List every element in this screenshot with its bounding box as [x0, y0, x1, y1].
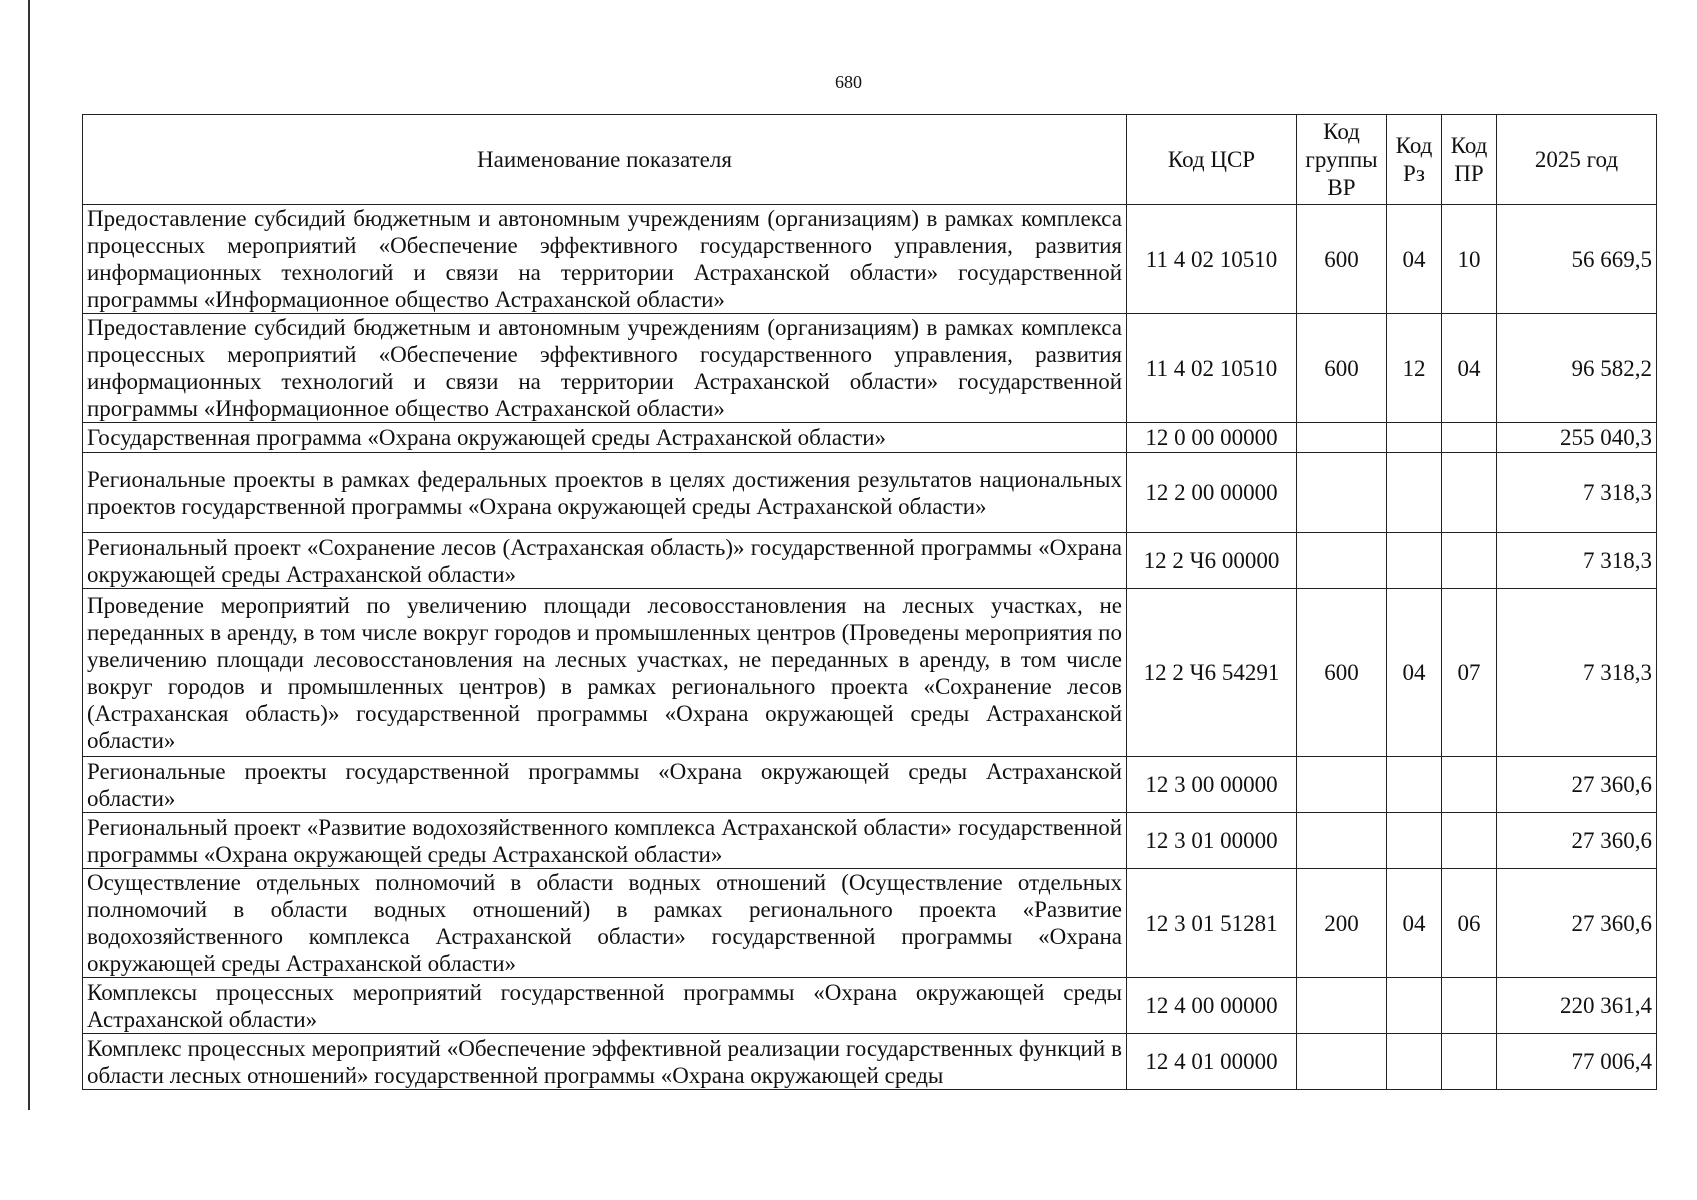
row-rz [1387, 978, 1442, 1034]
row-vr: 200 [1297, 869, 1387, 978]
row-rz: 04 [1387, 589, 1442, 757]
row-pr [1442, 978, 1497, 1034]
table-row [83, 589, 1657, 757]
row-amount: 27 360,6 [1497, 813, 1657, 869]
row-rz: 04 [1387, 869, 1442, 978]
row-amount: 7 318,3 [1497, 533, 1657, 589]
row-rz [1387, 813, 1442, 869]
row-name: Региональный проект «Сохранение лесов (Астраханская область)» государственной программы «Охрана окружающей среды Астраханской области» [83, 533, 1127, 589]
row-csr: 12 4 01 00000 [1127, 1034, 1297, 1090]
table-header [83, 115, 1657, 205]
row-name: Осуществление отдельных полномочий в области водных отношений (Осуществление отдельных полномочий в области водных отношений) в рамках регионального проекта «Развитие водохозяйственного комплекса Астраханской области» государственной программы «Охрана окружающей среды Астраханской области» [83, 869, 1127, 978]
row-name: Региональный проект «Развитие водохозяйственного комплекса Астраханской области» государственной программы «Охрана окружающей среды Астраханской области» [83, 813, 1127, 869]
row-rz: 12 [1387, 314, 1442, 423]
row-vr [1297, 757, 1387, 813]
row-csr: 12 0 00 00000 [1127, 423, 1297, 453]
row-csr: 12 4 00 00000 [1127, 978, 1297, 1034]
row-pr [1442, 1034, 1497, 1090]
row-amount: 220 361,4 [1497, 978, 1657, 1034]
row-pr: 10 [1442, 205, 1497, 314]
row-amount: 27 360,6 [1497, 869, 1657, 978]
header-rz: Код Рз [1387, 115, 1442, 205]
row-vr [1297, 423, 1387, 453]
row-pr [1442, 813, 1497, 869]
row-pr: 07 [1442, 589, 1497, 757]
header-csr: Код ЦСР [1127, 115, 1297, 205]
table-row [83, 757, 1657, 813]
table-row [83, 1034, 1657, 1090]
scan-margin-line [28, 0, 30, 1110]
row-vr [1297, 533, 1387, 589]
header-row [83, 115, 1657, 205]
row-csr: 12 2 00 00000 [1127, 453, 1297, 533]
row-vr: 600 [1297, 205, 1387, 314]
table-row [83, 423, 1657, 453]
budget-table [82, 114, 1657, 1090]
row-pr: 06 [1442, 869, 1497, 978]
row-name: Государственная программа «Охрана окружающей среды Астраханской области» [83, 423, 1127, 453]
table-row [83, 205, 1657, 314]
table-body [83, 205, 1657, 1090]
row-amount: 77 006,4 [1497, 1034, 1657, 1090]
row-pr [1442, 533, 1497, 589]
row-name: Комплексы процессных мероприятий государственной программы «Охрана окружающей среды Астраханской области» [83, 978, 1127, 1034]
row-name: Предоставление субсидий бюджетным и автономным учреждениям (организациям) в рамках комплекса процессных мероприятий «Обеспечение эффективного государственного управления, развития информационных технологий и связи на территории Астраханской области» государственной программы «Информационное общество Астраханской области» [83, 314, 1127, 423]
row-rz [1387, 533, 1442, 589]
row-rz: 04 [1387, 205, 1442, 314]
row-csr: 12 3 01 00000 [1127, 813, 1297, 869]
row-rz [1387, 453, 1442, 533]
row-name: Комплекс процессных мероприятий «Обеспечение эффективной реализации государственных функций в области лесных отношений» государственной программы «Охрана окружающей среды [83, 1034, 1127, 1090]
row-vr [1297, 978, 1387, 1034]
row-csr: 11 4 02 10510 [1127, 314, 1297, 423]
row-pr [1442, 423, 1497, 453]
table-row [83, 978, 1657, 1034]
header-vr: Код группы ВР [1297, 115, 1387, 205]
row-amount: 255 040,3 [1497, 423, 1657, 453]
row-pr [1442, 453, 1497, 533]
row-amount: 96 582,2 [1497, 314, 1657, 423]
row-amount: 56 669,5 [1497, 205, 1657, 314]
table-row [83, 813, 1657, 869]
header-amount: 2025 год [1497, 115, 1657, 205]
row-vr: 600 [1297, 589, 1387, 757]
row-name: Предоставление субсидий бюджетным и автономным учреждениям (организациям) в рамках комплекса процессных мероприятий «Обеспечение эффективного государственного управления, развития информационных технологий и связи на территории Астраханской области» государственной программы «Информационное общество Астраханской области» [83, 205, 1127, 314]
table-row [83, 869, 1657, 978]
row-vr [1297, 1034, 1387, 1090]
page-number: 680 [835, 72, 862, 92]
header-name: Наименование показателя [83, 115, 1127, 205]
table-row [83, 533, 1657, 589]
row-csr: 12 2 Ч6 54291 [1127, 589, 1297, 757]
row-pr: 04 [1442, 314, 1497, 423]
row-rz [1387, 423, 1442, 453]
row-vr: 600 [1297, 314, 1387, 423]
row-csr: 12 2 Ч6 00000 [1127, 533, 1297, 589]
row-rz [1387, 757, 1442, 813]
table-row [83, 453, 1657, 533]
row-amount: 27 360,6 [1497, 757, 1657, 813]
row-name: Региональные проекты государственной программы «Охрана окружающей среды Астраханской области» [83, 757, 1127, 813]
row-vr [1297, 813, 1387, 869]
row-vr [1297, 453, 1387, 533]
table-row [83, 314, 1657, 423]
row-amount: 7 318,3 [1497, 453, 1657, 533]
row-amount: 7 318,3 [1497, 589, 1657, 757]
row-name: Проведение мероприятий по увеличению площади лесовосстановления на лесных участках, не переданных в аренду, в том числе вокруг городов и промышленных центров (Проведены мероприятия по увеличению площади лесовосстановления на лесных участках, не переданных в аренду, в том числе вокруг городов и промышленных центров) в рамках регионального проекта «Сохранение лесов (Астраханская область)» государственной программы «Охрана окружающей среды Астраханской области» [83, 589, 1127, 757]
row-csr: 12 3 01 51281 [1127, 869, 1297, 978]
row-csr: 12 3 00 00000 [1127, 757, 1297, 813]
header-pr: Код ПР [1442, 115, 1497, 205]
row-pr [1442, 757, 1497, 813]
row-name: Региональные проекты в рамках федеральных проектов в целях достижения результатов национальных проектов государственной программы «Охрана окружающей среды Астраханской области» [83, 453, 1127, 533]
row-rz [1387, 1034, 1442, 1090]
row-csr: 11 4 02 10510 [1127, 205, 1297, 314]
